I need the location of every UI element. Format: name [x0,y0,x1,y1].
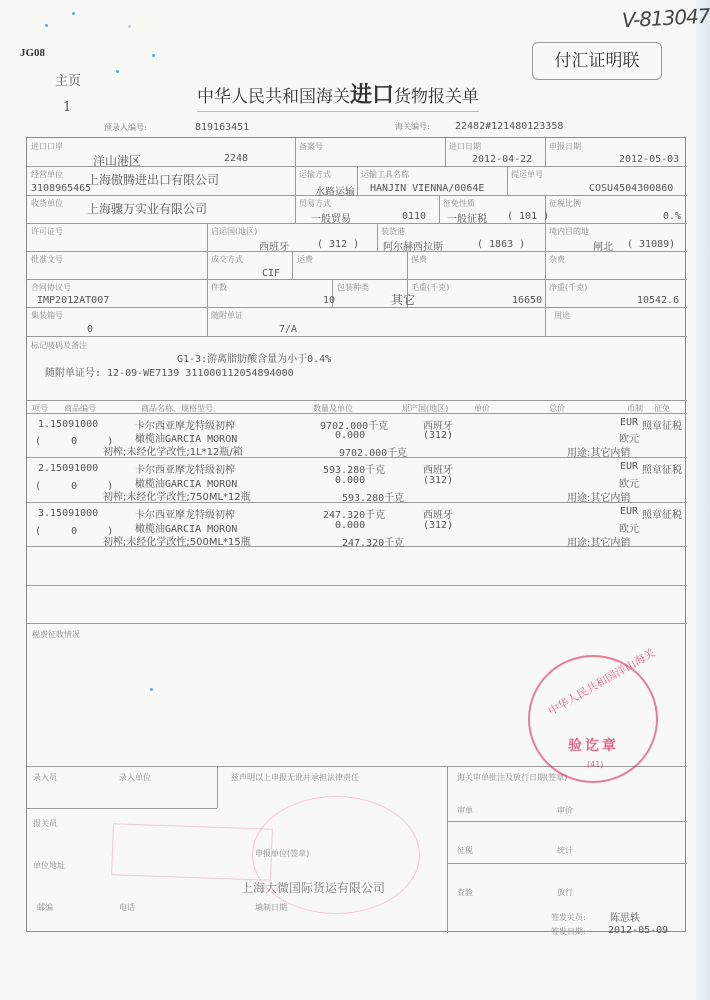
import-date-label: 进口日期 [449,142,481,151]
consignee-label: 收货单位 [31,199,63,208]
pieces-label: 件数 [211,283,227,292]
issuer-label: 签发关员: [551,913,586,922]
origin-country-code: ( 312 ) [317,239,360,250]
pre-entry-number: 819163451 [195,122,250,133]
consignee-value: 上海骤万实业有限公司 [87,202,208,216]
transport-mode-value: 水路运输 [315,187,355,198]
attached-docs-value: 7/A [279,324,298,335]
customs-approval-label: 海关审单批注及放行日期(签章) [457,773,568,782]
item-usage: 用途:其它内销 [567,538,631,549]
item-origin-code: (312) [423,475,454,486]
approval-no-label: 批准文号 [31,255,63,264]
goods-header-name: 商品名称、规格型号 [141,404,213,413]
import-port-label: 进口口岸 [31,142,63,151]
misc-fee-label: 杂费 [549,255,565,264]
goods-header-qty: 数量及单位 [313,404,353,413]
speck [128,25,131,28]
levy-nature-code: ( 101 ) [507,211,550,222]
declarant-round-stamp [252,796,420,914]
customs-number: 22482#121480123358 [455,121,564,132]
item-origin: 西班牙 [423,421,453,432]
entry-unit-label: 录入单位 [119,773,151,782]
item-spec: 初榨;未经化学改性;750ML*12瓶 [103,492,251,503]
import-port-code: 2248 [224,153,249,164]
levy-nature-label: 征免性质 [443,199,475,208]
levy-ratio-value: 0.% [663,211,682,222]
license-no-label: 许可证号 [31,227,63,236]
speck [72,12,75,15]
declare-date-value: 2012-05-03 [619,154,680,165]
item-qty-legal: 9702.000千克 [320,421,389,432]
destination-code: ( 31089) [627,239,676,250]
loading-port-code: ( 1863 ) [477,239,526,250]
customs-seal-center-text: 验讫章 [568,738,619,754]
trade-mode-value: 一般贸易 [311,214,351,225]
page-label: 主页 [55,74,82,89]
item-usage: 用途:其它内销 [567,448,631,459]
operator-label: 经营单位 [31,170,63,179]
container-no-value: 0 [87,324,94,335]
item-qty-second: 0.000 [335,520,366,531]
copy-type-badge: 付汇证明联 [532,42,662,80]
deal-mode-value: CIF [262,268,281,279]
goods-header-currency: 币制 [627,404,643,413]
item-levy: 照章征税 [642,421,682,432]
transport-name-value: HANJIN VIENNA/0064E [370,183,485,194]
item-name: 卡尔西亚摩龙特级初榨 [135,510,235,521]
phone-label: 电话 [119,903,135,912]
item-name: 卡尔西亚摩龙特级初榨 [135,465,235,476]
insurance-label: 保费 [411,255,427,264]
item-name-en: 橄榄油GARCIA MORON [135,434,238,445]
declare-date-label: 申报日期 [549,142,581,151]
freight-label: 运费 [297,255,313,264]
item-currency-name: 欧元 [619,479,639,490]
page-edge [696,0,710,1000]
loading-port-value: 阿尔赫西拉斯 [383,242,443,253]
item-spec: 初榨;未经化学改性;1L*12瓶/箱 [103,447,243,458]
remarks-label: 标记唛码及备注 [31,341,87,350]
declaration-statement: 兹声明以上申报无讹并承担法律责任 [231,773,359,782]
goods-header-levy: 征免 [654,404,670,413]
item-currency: EUR [620,506,639,517]
customs-number-label: 海关编号: [395,122,430,131]
title-prefix: 中华人民共和国海关 [197,87,350,107]
trade-mode-label: 贸易方式 [299,199,331,208]
item-origin-code: (312) [423,520,454,531]
customs-seal-ring-text: 中华人民共和国洋山海关 [546,646,658,718]
release-label: 放行 [557,888,573,897]
fill-date-label: 填制日期 [255,903,287,912]
goods-header-origin: 原产国(地区) [402,404,449,413]
speck [45,24,48,27]
handwritten-note: V-813047 [621,3,710,33]
item-currency-name: 欧元 [619,434,639,445]
item-currency-name: 欧元 [619,524,639,535]
item-extra-code: ( 0 ) [35,436,114,447]
levy-label: 征税 [457,846,473,855]
trade-mode-code: 0110 [402,211,427,222]
levy-ratio-label: 征税比例 [549,199,581,208]
item-qty-legal: 593.280千克 [323,465,386,476]
item-origin: 西班牙 [423,465,453,476]
speck [152,54,155,57]
item-hs-code: 3.15091000 [38,508,99,519]
item-qty-second: 0.000 [335,475,366,486]
inspection-label: 查验 [457,888,473,897]
origin-country-label: 启运国(地区) [211,227,258,236]
contract-no-label: 合同协议号 [31,283,71,292]
goods-header-item-no: 项号 [32,404,48,413]
item-qty-declared: 593.280千克 [342,493,405,504]
item-levy: 照章征税 [642,510,682,521]
import-date-value: 2012-04-22 [472,154,533,165]
deal-mode-label: 成交方式 [211,255,243,264]
statistics-label: 统计 [557,846,573,855]
issue-date-label: 签发日期: [551,927,586,936]
origin-country-value: 西班牙 [259,242,289,253]
item-currency: EUR [620,461,639,472]
goods-header-hs-code: 商品编号 [64,404,96,413]
item-currency: EUR [620,417,639,428]
net-weight-label: 净重(千克) [549,283,588,292]
document-title [197,78,479,112]
goods-header-unit-price: 单价 [474,404,490,413]
item-qty-declared: 9702.000千克 [339,448,408,459]
item-extra-code: ( 0 ) [35,526,114,537]
item-qty-declared: 247.320千克 [342,538,405,549]
item-extra-code: ( 0 ) [35,481,114,492]
net-weight-value: 10542.6 [637,295,680,306]
usage-label: 用途 [554,311,570,320]
page-number: 1 [63,100,72,115]
issuer-name: 陈思轶 [610,913,640,924]
item-hs-code: 1.15091000 [38,419,99,430]
attached-docs-label: 随附单证 [211,311,243,320]
item-name-en: 橄榄油GARCIA MORON [135,524,238,535]
speck [116,70,119,73]
goods-header-total: 总价 [549,404,565,413]
review-label: 审单 [457,806,473,815]
price-review-label: 审价 [557,806,573,815]
destination-label: 境内目的地 [549,227,589,236]
transport-name-label: 运输工具名称 [361,170,409,179]
broker-label: 报关员 [33,819,57,828]
import-port-value: 洋山港区 [93,154,142,168]
item-hs-code: 2.15091000 [38,463,99,474]
item-name-en: 橄榄油GARCIA MORON [135,479,238,490]
item-usage: 用途:其它内销 [567,493,631,504]
contract-no-value: IMP2012AT007 [37,295,110,306]
destination-value: 闸北 [593,242,613,253]
gross-weight-value: 16650 [512,295,543,306]
title-suffix: 货物报关单 [394,87,480,107]
record-no-label: 备案号 [299,142,323,151]
tax-section-label: 税费征收情况 [32,630,80,639]
pre-entry-label: 预录入编号: [104,123,147,132]
gross-weight-label: 毛重(千克) [411,283,450,292]
form-code: JG08 [20,47,46,59]
container-no-label: 集装箱号 [31,311,63,320]
declarant-company: 上海大微国际货运有限公司 [241,881,386,895]
item-qty-legal: 247.320千克 [323,510,386,521]
pieces-value: 10 [323,295,336,306]
operator-value: 上海傲腾进出口有限公司 [87,173,220,187]
declarant-unit-label: 申报单位(签章) [255,849,310,858]
item-qty-second: 0.000 [335,430,366,441]
remarks-line-2: 随附单证号: 12-09-WE7139 311000112054894000 [45,368,294,379]
address-label: 单位地址 [33,861,65,870]
remarks-line-1: G1-3:游离脂肪酸含量为小于0.4% [177,354,332,365]
title-emphasis: 进口 [350,83,395,108]
item-name: 卡尔西亚摩龙特级初榨 [135,421,235,432]
bill-no-label: 提运单号 [511,170,543,179]
entry-clerk-label: 录入员 [33,773,57,782]
item-origin: 西班牙 [423,510,453,521]
item-levy: 照章征税 [642,465,682,476]
declarant-rect-stamp [111,823,273,881]
levy-nature-value: 一般征税 [447,214,487,225]
transport-mode-label: 运输方式 [299,170,331,179]
package-type-label: 包装种类 [337,283,369,292]
customs-seal-code: (41) [587,760,604,769]
postcode-label: 邮编 [37,903,53,912]
loading-port-label: 装货港 [381,227,405,236]
item-origin-code: (312) [423,430,454,441]
item-spec: 初榨;未经化学改性;500ML*15瓶 [103,537,251,548]
package-type-value: 其它 [391,293,416,307]
operator-code: 3108965465 [31,183,92,194]
issue-date-value: 2012-05-09 [608,925,669,936]
bill-no-value: COSU4504300860 [589,183,674,194]
